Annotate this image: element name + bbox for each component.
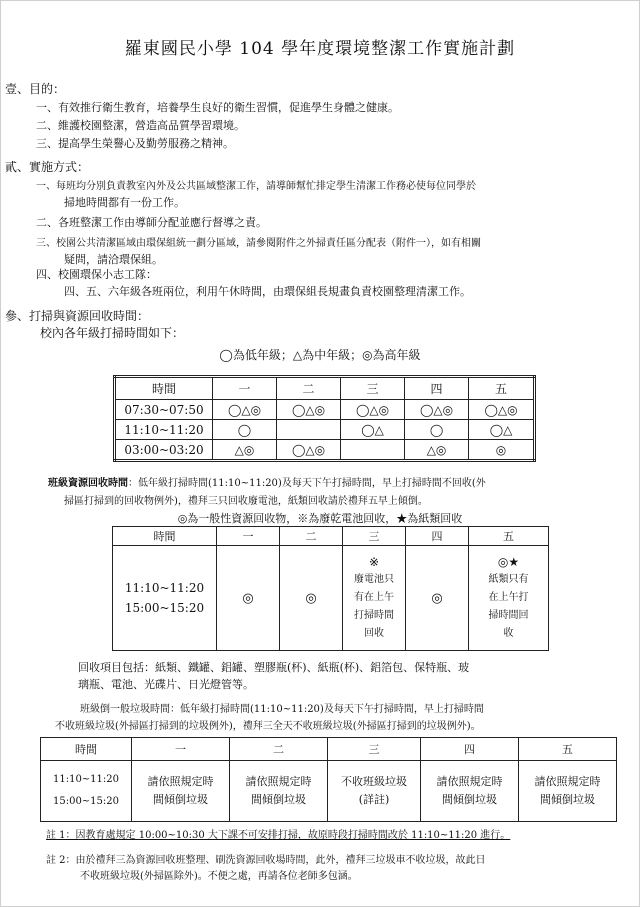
sec2-item-1-line2: 掃地時間都有一份工作。 [64,196,185,209]
time-cell: 07:30~07:50 [115,400,213,420]
grade-cell: ◯△◎ [213,400,277,420]
time-line-2: 15:00~15:20 [124,601,205,615]
grade-cell: ◯△◎ [405,400,469,420]
section-1-heading: 壹、目的： [5,82,66,96]
wed-text-line: 廢電池只 [354,574,394,585]
garbage-schedule-table [40,737,617,822]
recycle-cell-thu: ◎ [406,546,469,651]
fri-text-line: 掃時間回 [488,610,529,621]
recycling-schedule-table [112,526,549,651]
grade-cell: ◯ [213,420,277,440]
recycle-cell-wed [343,546,406,651]
header-cell: 時間 [115,377,213,400]
table-header-row [113,527,549,546]
table-row [115,420,535,440]
header-cell: 二 [277,377,341,400]
sec1-item-2: 二、維護校園整潔，營造高品質學習環境。 [36,119,245,132]
note-1: 註 1：因教育處規定 10:00~10:30 大下課不可安排打掃，故原時段打掃時間改於 11:10~11:20 進行。 [46,830,511,841]
grade-cell: △◎ [213,440,277,461]
time-cell: 03:00~03:20 [115,440,213,461]
note-2-line-1: 註 2：由於禮拜三為資源回收班整理、刷洗資源回收場時間，此外，禮拜三垃圾車不收垃圾，故此日 [46,855,486,866]
recycle-cell-tue: ◎ [280,546,343,651]
table-row [41,761,617,822]
header-cell: 三 [328,738,421,761]
header-cell: 四 [405,377,469,400]
recycle-label: 班級資源回收時間 [48,478,128,489]
time-cell [113,546,217,651]
battery-mark: ※ [368,555,380,569]
header-cell: 二 [280,527,343,546]
garbage-line-1: 班級倒一般垃圾時間：低年級打掃時間(11:10~11:20)及每天下午打掃時間，早上打掃時間 [80,704,484,715]
recycle-cell-fri [469,546,549,651]
table-row [115,440,535,461]
time-line-1: 11:10~11:20 [52,774,119,785]
time-line-2: 15:00~15:20 [52,796,119,807]
grade-cell: ◯△ [341,420,405,440]
header-cell: 五 [469,377,535,400]
grade-cell: ◯△◎ [469,400,535,420]
wed-text-line: 回收 [364,628,384,639]
header-cell: 四 [421,738,519,761]
table-row [113,546,549,651]
garbage-cell-wed: 不收班級垃圾 (詳註) [328,761,421,822]
time-cell: 11:10~11:20 [115,420,213,440]
header-cell: 三 [341,377,405,400]
table-header-row [41,738,617,761]
recycle-line-1 [48,474,486,489]
section-2-heading: 貳、實施方式： [5,160,90,174]
sec2-item-3-line2: 疑問，請洽環保組。 [64,253,163,266]
grade-cell: ◯△◎ [341,400,405,420]
recycle-items-line-2: 璃瓶、電池、光碟片、日光燈管等。 [78,678,254,691]
sec2-item-2: 二、各班整潔工作由導師分配並應行督導之責。 [36,216,267,229]
sec2-item-1-line1: 一、每班均分別負責教室內外及公共區域整潔工作，請導師幫忙排定學生清潔工作務必使每位同學於 [36,181,476,192]
garbage-cell-thu: 請依照規定時 間傾倒垃圾 [421,761,519,822]
table-header-row [115,377,535,400]
fri-text-line: 紙類只有 [488,574,529,585]
time-line-1: 11:10~11:20 [124,581,205,595]
wed-text-line: 打掃時間 [354,610,394,621]
recycle-line-2: 掃區打掃到的回收物例外)，禮拜三只回收廢電池，紙類回收請於禮拜五早上傾倒。 [64,496,428,507]
header-cell: 三 [343,527,406,546]
garbage-cell-mon: 請依照規定時 間傾倒垃圾 [132,761,230,822]
cleaning-schedule-table [113,375,536,462]
grade-cell [341,440,405,461]
sec2-item-3-line1: 三、校園公共清潔區域由環保組統一劃分區域，請參閱附件之外掃責任區分配表（附件一），如有相關 [36,238,481,249]
header-cell: 四 [406,527,469,546]
note-2-line-2: 不收班級垃圾(外掃區除外)。不便之處，再請各位老師多包涵。 [80,871,358,882]
header-cell: 時間 [41,738,132,761]
garbage-cell-tue: 請依照規定時 間傾倒垃圾 [230,761,328,822]
header-cell: 五 [519,738,617,761]
recycle-line-1-text: ：低年級打掃時間(11:10~11:20)及每天下午打掃時間，早上打掃時間不回收(外 [128,478,486,489]
garbage-line-2: 不收班級垃圾(外掃區打掃到的垃圾例外)，禮拜三全天不收班級垃圾(外掃區打掃到的垃圾例外)。 [55,721,481,732]
header-cell: 一 [213,377,277,400]
section-3-heading: 參、打掃與資源回收時間： [5,309,150,323]
sec3-intro: 校內各年級打掃時間如下： [40,326,185,340]
grade-cell: ◯ [405,420,469,440]
paper-mark: ◎★ [497,555,520,569]
recycle-legend: ◎為一般性資源回收物，※為廢乾電池回收，★為紙類回收 [177,512,463,525]
fri-text-line: 在上午打 [488,592,529,603]
grade-cell [277,420,341,440]
grade-cell: △◎ [405,440,469,461]
sec2-item-4-sub: 四、五、六年級各班兩位，利用午休時間，由環保組長規畫負責校園整理清潔工作。 [64,285,471,298]
grade-cell: ◯△◎ [277,440,341,461]
header-cell: 時間 [113,527,217,546]
grade-cell: ◎ [469,440,535,461]
sec1-item-1: 一、有效推行衛生教育，培養學生良好的衛生習慣，促進學生身體之健康。 [36,101,399,114]
page-title: 羅東國民小學 104 學年度環境整潔工作實施計劃 [124,39,516,59]
garbage-cell-fri: 請依照規定時 間傾倒垃圾 [519,761,617,822]
sec1-item-3: 三、提高學生榮譽心及勤勞服務之精神。 [36,137,234,150]
grade-cell: ◯△◎ [277,400,341,420]
sec2-item-4: 四、校園環保小志工隊： [36,268,157,281]
recycle-cell-mon: ◎ [217,546,280,651]
header-cell: 一 [217,527,280,546]
recycle-items-line-1: 回收項目包括：紙類、鐵罐、鋁罐、塑膠瓶(杯)、紙瓶(杯)、鋁箔包、保特瓶、玻 [78,661,470,674]
time-cell [41,761,132,822]
header-cell: 二 [230,738,328,761]
table-row [115,400,535,420]
header-cell: 一 [132,738,230,761]
wed-text-line: 有在上午 [354,592,394,603]
grade-cell: ◯△ [469,420,535,440]
fri-text-line: 收 [503,628,514,639]
grade-legend: ◯為低年級；△為中年級；◎為高年級 [219,348,421,362]
header-cell: 五 [469,527,549,546]
